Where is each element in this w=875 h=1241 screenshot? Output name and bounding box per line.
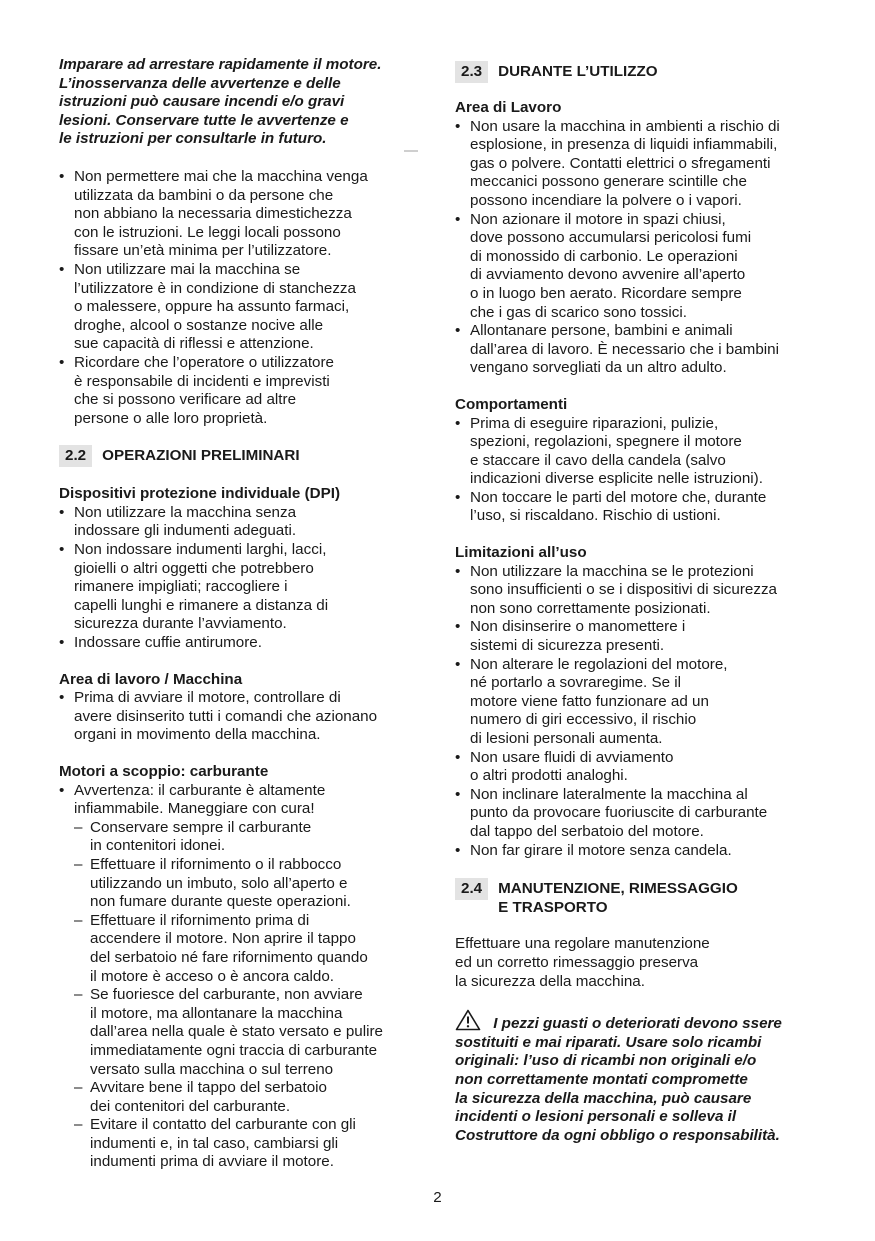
dpi-bullets xyxy=(59,504,417,653)
list-item: • Non far girare il motore senza candela. xyxy=(455,842,820,861)
right-column xyxy=(455,61,820,1145)
list-item: • Non permettere mai che la macchina venga utilizzata da bambini o da persone che non abbiano la necessaria dimestichezza con le istruzioni. Le leggi locali possono fissare un’età minima per l’utilizzatore. xyxy=(59,168,417,261)
list-item: – Avvitare bene il tappo del serbatoio dei contenitori del carburante. xyxy=(59,1079,417,1116)
left-column xyxy=(59,56,417,1172)
carburante-heading: Motori a scoppio: carburante xyxy=(59,763,269,780)
list-item: • Non toccare le parti del motore che, durante l’uso, si riscaldano. Rischio di ustioni. xyxy=(455,489,820,526)
section-number: 2.2 xyxy=(59,445,92,467)
list-item: • Avvertenza: il carburante è altamente infiammabile. Maneggiare con cura! xyxy=(59,782,417,819)
limitazioni-bullets xyxy=(455,563,820,861)
section-2-3-heading xyxy=(455,61,820,83)
area-macchina-heading: Area di lavoro / Macchina xyxy=(59,670,243,688)
general-bullets xyxy=(59,168,417,428)
page-number: 2 xyxy=(433,1189,442,1206)
list-item: • Non utilizzare mai la macchina se l’utilizzatore è in condizione di stanchezza o malessere, oppure ha assunto farmaci, droghe, alcool o sostanze nocive alle sue capacità di riflessi e attenzione. xyxy=(59,261,417,354)
list-item: • Non utilizzare la macchina senza indossare gli indumenti adeguati. xyxy=(59,504,417,541)
area-lavoro-bullets xyxy=(455,118,820,378)
list-item: • Non usare la macchina in ambienti a rischio di esplosione, in presenza di liquidi infiammabili, gas o polvere. Contatti elettrici o sfregamenti meccanici possono generare scintille che possono incendiare la polvere o i vapori. xyxy=(455,118,820,211)
list-item: • Non usare fluidi di avviamento o altri prodotti analoghi. xyxy=(455,749,820,786)
list-item: – Effettuare il rifornimento prima di accendere il motore. Non aprire il tappo del serbatoio né fare rifornimento quando il motore è acceso o è ancora caldo. xyxy=(59,912,417,986)
list-item: • Non disinserire o manomettere i sistemi di sicurezza presenti. xyxy=(455,618,820,655)
intro-warning: Imparare ad arrestare rapidamente il motore. L’inosservanza delle avvertenze e delle istruzioni può causare incendi e/o gravi lesioni. Conservare tutte le avvertenze e le istruzioni per consultarle in futuro. xyxy=(59,56,382,148)
list-item: • Indossare cuffie antirumore. xyxy=(59,634,417,653)
comportamenti-bullets xyxy=(455,415,820,527)
list-item: – Conservare sempre il carburante in contenitori idonei. xyxy=(59,819,417,856)
list-item: • Non azionare il motore in spazi chiusi, dove possono accumularsi pericolosi fumi di monossido di carbonio. Le operazioni di avviamento devono avvenire all’aperto o in luogo ben aerato. Ricordare sempre che i gas di scarico sono tossici. xyxy=(455,211,820,323)
spare-parts-warning: I pezzi guasti o deteriorati devono ssere sostituiti e mai riparati. Usare solo ricambi originali: l’uso di ricambi non originali e/o non correttamente montati compromette la sicurezza della macchina, può causare incidenti o lesioni personali e solleva il Costruttore da ogni obbligo o responsabilità. xyxy=(455,1009,820,1145)
list-item: – Effettuare il rifornimento o il rabbocco utilizzando un imbuto, solo all’aperto e non fumare durante queste operazioni. xyxy=(59,856,417,912)
area-macchina-bullets xyxy=(59,689,417,745)
list-item: • Non alterare le regolazioni del motore, né portarlo a sovraregime. Se il motore viene fatto funzionare ad un numero di giri eccessivo, il rischio di lesioni personali aumenta. xyxy=(455,656,820,749)
comportamenti-heading: Comportamenti xyxy=(455,395,568,413)
section-title: MANUTENZIONE, RIMESSAGGIO E TRASPORTO xyxy=(498,880,738,916)
maintenance-paragraph: Effettuare una regolare manutenzione ed un corretto rimessaggio preserva la sicurezza della macchina. xyxy=(455,935,710,990)
section-2-4-heading xyxy=(455,878,820,917)
warning-triangle-icon xyxy=(455,1009,481,1031)
list-item: – Evitare il contatto del carburante con gli indumenti e, in tal caso, cambiarsi gli indumenti prima di avviare il motore. xyxy=(59,1116,417,1172)
list-item: – Se fuoriesce del carburante, non avviare il motore, ma allontanare la macchina dall’area nella quale è stato versato e pulire immediatamente ogni traccia di carburante versato sulla macchina o sul terreno xyxy=(59,986,417,1079)
section-title: DURANTE L’UTILIZZO xyxy=(498,63,658,80)
carburante-list xyxy=(59,782,417,819)
area-lavoro-heading: Area di Lavoro xyxy=(455,99,562,116)
dpi-heading: Dispositivi protezione individuale (DPI) xyxy=(59,485,340,503)
list-item: • Prima di avviare il motore, controllare di avere disinserito tutti i comandi che azionano organi in movimento della macchina. xyxy=(59,689,417,745)
limitazioni-heading: Limitazioni all’uso xyxy=(455,544,587,562)
section-number: 2.3 xyxy=(455,61,488,83)
divider-mark xyxy=(404,150,418,152)
list-item: • Ricordare che l’operatore o utilizzatore è responsabile di incidenti e imprevisti che si possono verificare ad altre persone o alle loro proprietà. xyxy=(59,354,417,428)
list-item: • Prima di eseguire riparazioni, pulizie, spezioni, regolazioni, spegnere il motore e staccare il cavo della candela (salvo indicazioni diverse esplicite nelle istruzioni). xyxy=(455,415,820,489)
carburante-dashes xyxy=(59,819,417,1172)
list-item: • Non utilizzare la macchina se le protezioni sono insufficienti o se i dispositivi di sicurezza non sono correttamente posizionati. xyxy=(455,563,820,619)
list-item: • Allontanare persone, bambini e animali dall’area di lavoro. È necessario che i bambini vengano sorvegliati da un altro adulto. xyxy=(455,322,820,378)
list-item: • Non indossare indumenti larghi, lacci, gioielli o altri oggetti che potrebbero rimanere impigliati; raccogliere i capelli lunghi e rimanere a distanza di sicurezza durante l’avviamento. xyxy=(59,541,417,634)
section-2-2-heading xyxy=(59,445,417,467)
list-item: • Non inclinare lateralmente la macchina al punto da provocare fuoriuscite di carburante dal tappo del serbatoio del motore. xyxy=(455,786,820,842)
section-number: 2.4 xyxy=(455,878,488,900)
section-title: OPERAZIONI PRELIMINARI xyxy=(102,447,300,465)
